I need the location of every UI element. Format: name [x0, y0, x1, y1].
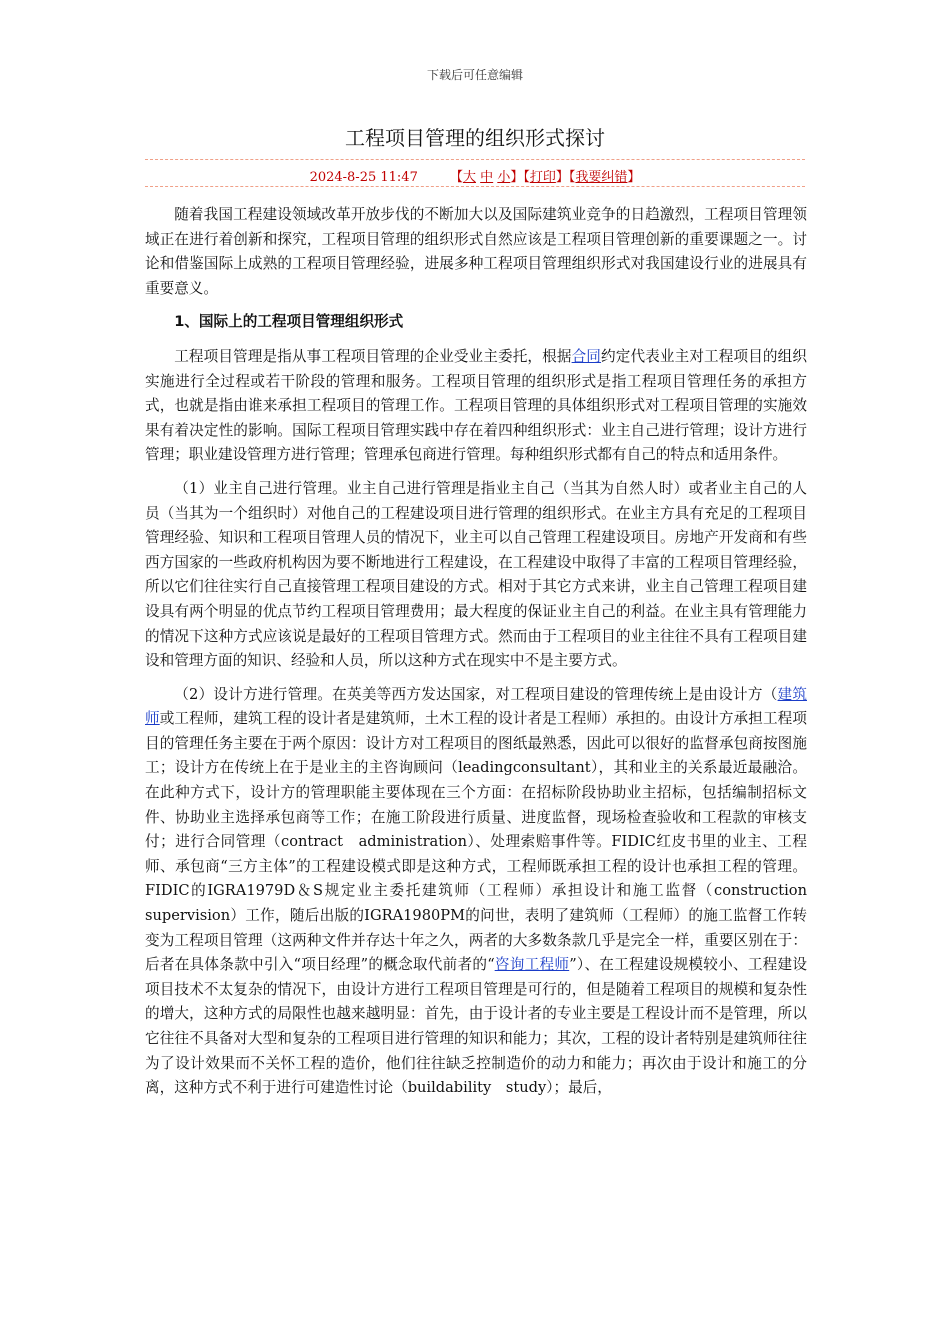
font-size-large-link[interactable]: 大: [463, 170, 477, 185]
article-body: [145, 203, 822, 1110]
publish-date: 2024-8-25 11:47: [309, 170, 418, 185]
report-error-link[interactable]: 我要纠错: [575, 170, 628, 185]
text-run: （2）设计方进行管理。在英美等西方发达国家，对工程项目建设的管理传统上是由设计方（: [174, 685, 778, 703]
page-title: 工程项目管理的组织形式探讨: [345, 126, 605, 150]
open-bracket: 【: [523, 170, 530, 185]
text-run: 约定代表业主对工程项目的组织实施进行全过程或若干阶段的管理和服务。工程项目管理的组织形式是指工程项目管理任务的承担方式，也就是指由谁来承担工程项目的管理工作。工程项目管理的具体组织形式对工程项目管理的实施效果有着决定性的影响。国际工程项目管理实践中存在着四种组织形式：业主自己进行管理；设计方进行管理；职业建设管理方进行管理；管理承包商进行管理。每种组织形式都有自己的特点和适用条件。: [145, 347, 807, 464]
text-run: 或工程师，建筑工程的设计者是建筑师，土木工程的设计者是工程师）承担的。由设计方承担工程项目的管理任务主要在于两个原因：设计方对工程项目的图纸最熟悉，因此可以很好的监督承包商按图施工；设计方在传统上在于是业主的主咨询顾问（leadingconsultant），其和业主的关系最近最融洽。在此种方式下，设计方的管理职能主要体现在三个方面：在招标阶段协助业主招标，包括编制招标文件、协助业主选择承包商等工作；在施工阶段进行质量、进度监督，现场检查验收和工程款的审核支付；进行合同管理（contract administration）、处理索赔事件等。FIDIC红皮书里的业主、工程师、承包商“三方主体”的工程建设模式即是这种方式，工程师既承担工程的设计也承担工程的管理。FIDIC的IGRA1979D＆S规定业主委托建筑师（工程师）承担设计和施工监督（construction supervision）工作，随后出版的IGRA1980PM的问世，表明了建筑师（工程师）的施工监督工作转变为工程项目管理（这两种文件并存达十年之久，两者的大多数条款几乎是完全一样，重要区别在于：后者在具体条款中引入“项目经理”的概念取代前者的“: [145, 710, 822, 974]
close-bracket: 】: [510, 170, 524, 185]
text-run: ”）、在工程建设规模较小、工程建设项目技术不太复杂的情况下，由设计方进行工程项目管理是可行的，但是随着工程项目的规模和复杂性的增大，这种方式的局限性也越来越明显：首先，由于设计者的专业主要是工程设计而不是管理，所以它往往不具备对大型和复杂的工程项目进行管理的知识和能力；其次，工程的设计者特别是建筑师往往为了设计效果而不关怀工程的造价，他们往往缺乏控制造价的动力和能力；再次由于设计和施工的分离，这种方式不利于进行可建造性讨论（buildability study）；最后，: [145, 956, 807, 1097]
section-heading: 1、国际上的工程项目管理组织形式: [174, 313, 404, 331]
definition-paragraph: [145, 345, 807, 468]
contract-link[interactable]: 合同: [571, 347, 602, 365]
article-meta-bar: [145, 166, 805, 185]
bottom-divider: [145, 186, 805, 187]
open-bracket: 【: [568, 170, 576, 185]
close-bracket: 】: [555, 170, 569, 185]
header-note: 下载后可任意编辑: [426, 68, 523, 82]
open-bracket: 【: [449, 170, 463, 185]
font-size-medium-link[interactable]: 中: [480, 170, 494, 185]
text-run: 工程项目管理是指从事工程项目管理的企业受业主委托，根据: [174, 347, 572, 365]
owner-management-paragraph: （1）业主自己进行管理。业主自己进行管理是指业主自己（当其为自然人时）或者业主自己的人员（当其为一个组织时）对他自己的工程建设项目进行管理的组织形式。在业主方具有充足的工程项目管理经验、知识和工程项目管理人员的情况下，业主可以自己管理工程建设项目。房地产开发商和有些西方国家的一些政府机构因为要不断地进行工程建设，在工程建设中取得了丰富的工程项目管理经验，所以它们往往实行自己直接管理工程项目建设的方式。相对于其它方式来讲，业主自己管理工程项目建设具有两个明显的优点节约工程项目管理费用；最大程度的保证业主自己的利益。在业主具有管理能力的情况下这种方式应该说是最好的工程项目管理方式。然而由于工程项目的业主往往不具有工程项目建设和管理方面的知识、经验和人员，所以这种方式在现实中不是主要方式。: [145, 479, 807, 670]
intro-paragraph: 随着我国工程建设领域改革开放步伐的不断加大以及国际建筑业竞争的日趋激烈，工程项目管理领域正在进行着创新和探究，工程项目管理的组织形式自然应该是工程项目管理创新的重要课题之一。讨论和借鉴国际上成熟的工程项目管理经验，进展多种工程项目管理组织形式对我国建设行业的进展具有重要意义。: [145, 206, 807, 297]
architect-link[interactable]: 建筑师: [145, 685, 807, 728]
consulting-engineer-link[interactable]: 咨询工程师: [494, 956, 570, 974]
close-bracket: 】: [627, 170, 641, 185]
print-link[interactable]: 打印: [529, 170, 556, 185]
designer-management-paragraph: [145, 683, 822, 1101]
top-divider: [145, 159, 805, 160]
font-size-small-link[interactable]: 小: [497, 170, 511, 185]
